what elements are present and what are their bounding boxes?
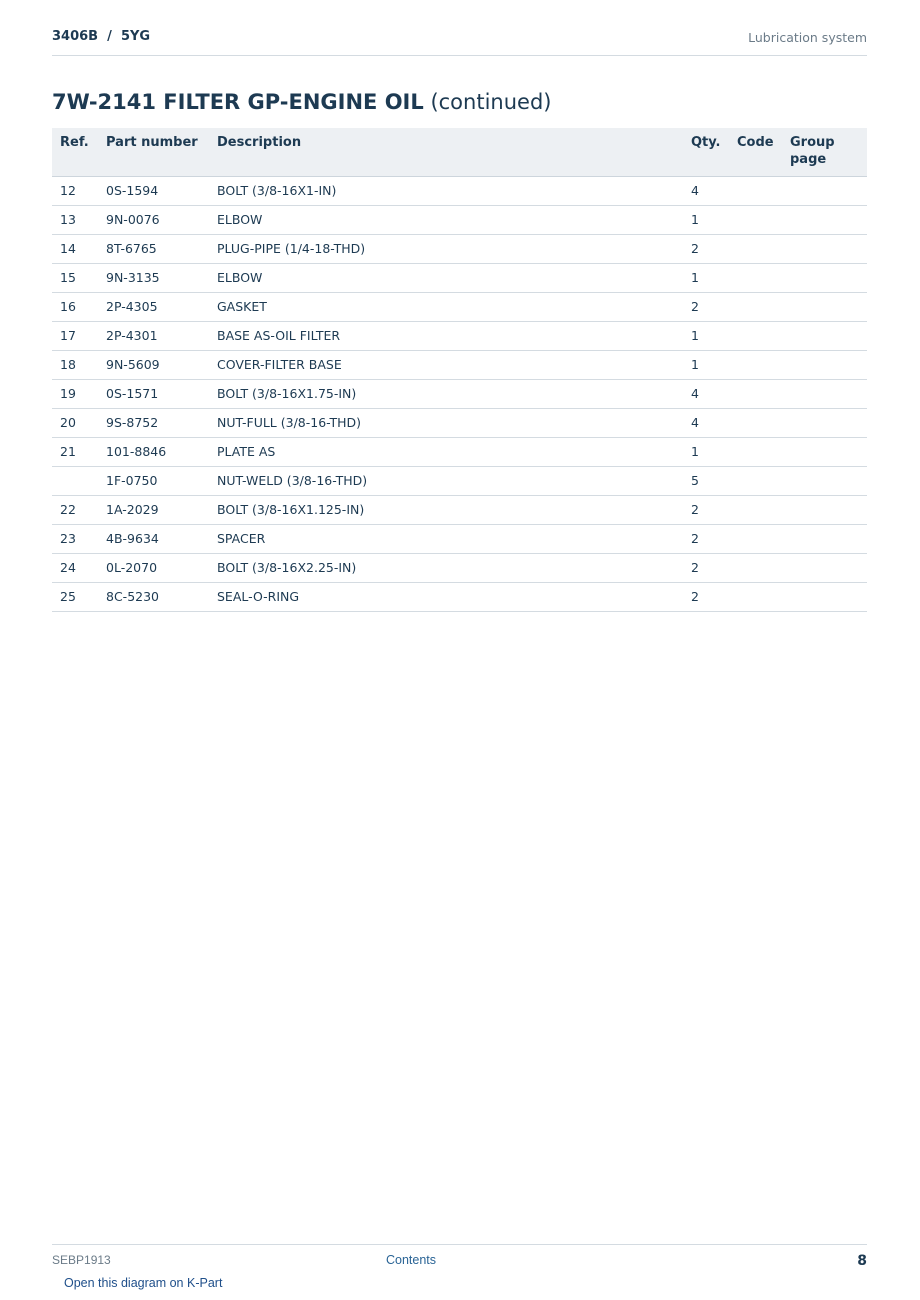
cell-code xyxy=(729,263,782,292)
page-header xyxy=(52,28,867,56)
table-row xyxy=(52,350,867,379)
table-row xyxy=(52,234,867,263)
cell-description: NUT-FULL (3/8-16-THD) xyxy=(209,408,683,437)
cell-qty: 4 xyxy=(683,176,729,205)
table-row xyxy=(52,553,867,582)
cell-part-number: 9N-5609 xyxy=(98,350,209,379)
cell-ref: 22 xyxy=(52,495,98,524)
column-header-qty: Qty. xyxy=(683,128,729,176)
cell-code xyxy=(729,466,782,495)
cell-ref: 17 xyxy=(52,321,98,350)
cell-part-number: 1A-2029 xyxy=(98,495,209,524)
cell-qty: 2 xyxy=(683,292,729,321)
cell-qty: 2 xyxy=(683,553,729,582)
cell-description: PLUG-PIPE (1/4-18-THD) xyxy=(209,234,683,263)
cell-part-number: 0S-1571 xyxy=(98,379,209,408)
cell-code xyxy=(729,292,782,321)
cell-description: BOLT (3/8-16X2.25-IN) xyxy=(209,553,683,582)
cell-description: SPACER xyxy=(209,524,683,553)
cell-ref: 19 xyxy=(52,379,98,408)
cell-ref: 25 xyxy=(52,582,98,611)
cell-group-page xyxy=(782,408,867,437)
cell-part-number: 2P-4301 xyxy=(98,321,209,350)
cell-qty: 4 xyxy=(683,379,729,408)
cell-ref: 23 xyxy=(52,524,98,553)
cell-part-number: 8T-6765 xyxy=(98,234,209,263)
cell-description: NUT-WELD (3/8-16-THD) xyxy=(209,466,683,495)
cell-group-page xyxy=(782,524,867,553)
cell-code xyxy=(729,408,782,437)
table-row xyxy=(52,437,867,466)
section-name: Lubrication system xyxy=(748,30,867,45)
table-row xyxy=(52,379,867,408)
cell-description: GASKET xyxy=(209,292,683,321)
cell-qty: 1 xyxy=(683,263,729,292)
cell-group-page xyxy=(782,495,867,524)
cell-ref: 20 xyxy=(52,408,98,437)
cell-qty: 1 xyxy=(683,437,729,466)
cell-code xyxy=(729,321,782,350)
cell-code xyxy=(729,350,782,379)
cell-description: PLATE AS xyxy=(209,437,683,466)
column-header-code: Code xyxy=(729,128,782,176)
document-id: SEBP1913 xyxy=(52,1253,111,1267)
parts-table-body xyxy=(52,176,867,611)
cell-part-number: 0L-2070 xyxy=(98,553,209,582)
cell-ref: 13 xyxy=(52,205,98,234)
cell-qty: 1 xyxy=(683,350,729,379)
cell-description: ELBOW xyxy=(209,205,683,234)
cell-description: BASE AS-OIL FILTER xyxy=(209,321,683,350)
cell-part-number: 9N-0076 xyxy=(98,205,209,234)
cell-qty: 1 xyxy=(683,321,729,350)
table-row xyxy=(52,582,867,611)
cell-group-page xyxy=(782,321,867,350)
cell-ref: 24 xyxy=(52,553,98,582)
cell-ref xyxy=(52,466,98,495)
cell-qty: 5 xyxy=(683,466,729,495)
cell-part-number: 8C-5230 xyxy=(98,582,209,611)
cell-group-page xyxy=(782,466,867,495)
cell-qty: 1 xyxy=(683,205,729,234)
cell-description: ELBOW xyxy=(209,263,683,292)
cell-ref: 16 xyxy=(52,292,98,321)
model-serial-label: 3406B / 5YG xyxy=(52,29,151,44)
table-row xyxy=(52,176,867,205)
cell-code xyxy=(729,553,782,582)
cell-description: SEAL-O-RING xyxy=(209,582,683,611)
cell-group-page xyxy=(782,437,867,466)
table-row xyxy=(52,408,867,437)
cell-part-number: 9S-8752 xyxy=(98,408,209,437)
page-footer xyxy=(52,1244,867,1295)
parts-table xyxy=(52,128,867,612)
cell-ref: 15 xyxy=(52,263,98,292)
table-row xyxy=(52,292,867,321)
cell-group-page xyxy=(782,582,867,611)
table-row xyxy=(52,263,867,292)
title-part-group: 7W-2141 FILTER GP-ENGINE OIL xyxy=(52,90,424,114)
cell-description: BOLT (3/8-16X1.75-IN) xyxy=(209,379,683,408)
table-row xyxy=(52,466,867,495)
table-row xyxy=(52,205,867,234)
cell-description: BOLT (3/8-16X1.125-IN) xyxy=(209,495,683,524)
cell-qty: 2 xyxy=(683,234,729,263)
table-row xyxy=(52,524,867,553)
cell-ref: 18 xyxy=(52,350,98,379)
cell-group-page xyxy=(782,292,867,321)
column-header-part-number: Part number xyxy=(98,128,209,176)
column-header-description: Description xyxy=(209,128,683,176)
column-header-ref: Ref. xyxy=(52,128,98,176)
cell-description: COVER-FILTER BASE xyxy=(209,350,683,379)
cell-code xyxy=(729,437,782,466)
cell-part-number: 2P-4305 xyxy=(98,292,209,321)
table-row xyxy=(52,495,867,524)
title-continued: (continued) xyxy=(430,90,552,114)
column-header-group-page: Group page xyxy=(782,128,867,176)
table-header-row xyxy=(52,128,867,176)
cell-part-number: 0S-1594 xyxy=(98,176,209,205)
cell-code xyxy=(729,524,782,553)
cell-code xyxy=(729,234,782,263)
cell-group-page xyxy=(782,263,867,292)
contents-link[interactable]: Contents xyxy=(386,1253,437,1267)
cell-code xyxy=(729,582,782,611)
cell-ref: 21 xyxy=(52,437,98,466)
open-diagram-kpart-link[interactable]: Open this diagram on K-Part xyxy=(64,1276,223,1290)
cell-ref: 12 xyxy=(52,176,98,205)
cell-part-number: 9N-3135 xyxy=(98,263,209,292)
page-number: 8 xyxy=(857,1253,867,1269)
cell-code xyxy=(729,205,782,234)
cell-code xyxy=(729,495,782,524)
cell-group-page xyxy=(782,234,867,263)
cell-part-number: 101-8846 xyxy=(98,437,209,466)
cell-group-page xyxy=(782,176,867,205)
cell-part-number: 4B-9634 xyxy=(98,524,209,553)
cell-group-page xyxy=(782,553,867,582)
cell-qty: 4 xyxy=(683,408,729,437)
page-title xyxy=(52,90,551,114)
cell-group-page xyxy=(782,350,867,379)
cell-qty: 2 xyxy=(683,582,729,611)
cell-part-number: 1F-0750 xyxy=(98,466,209,495)
cell-code xyxy=(729,176,782,205)
cell-qty: 2 xyxy=(683,524,729,553)
cell-qty: 2 xyxy=(683,495,729,524)
cell-ref: 14 xyxy=(52,234,98,263)
cell-group-page xyxy=(782,205,867,234)
cell-description: BOLT (3/8-16X1-IN) xyxy=(209,176,683,205)
cell-group-page xyxy=(782,379,867,408)
table-row xyxy=(52,321,867,350)
cell-code xyxy=(729,379,782,408)
